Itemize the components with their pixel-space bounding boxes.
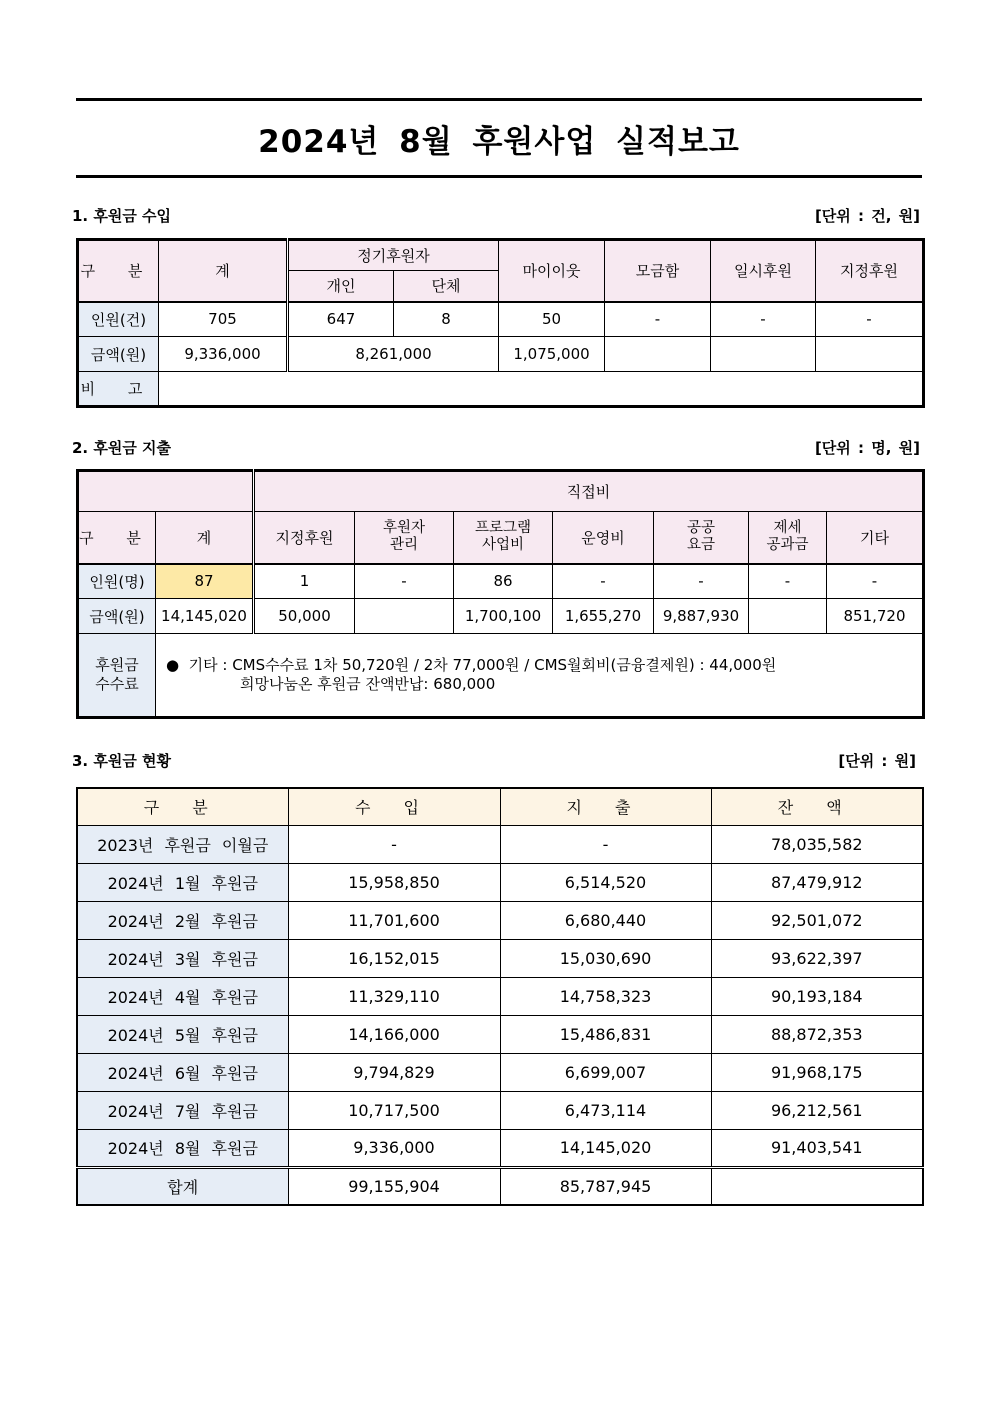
section3-heading: 3. 후원금 현황 — [72, 752, 172, 770]
total-balance — [711, 1167, 923, 1205]
bullet-icon: ● — [166, 656, 180, 674]
table-row — [77, 1129, 923, 1167]
cell: 1 — [254, 564, 355, 599]
balance-cell: 92,501,072 — [711, 901, 923, 939]
cell: 8,261,000 — [288, 337, 499, 372]
income-cell: 11,329,110 — [288, 977, 500, 1015]
row-label: 2024년 5월 후원금 — [77, 1015, 288, 1053]
expense-cell: 6,514,520 — [500, 863, 711, 901]
row-label: 2024년 3월 후원금 — [77, 939, 288, 977]
header-myiut: 마이이웃 — [499, 240, 605, 302]
balance-cell: 91,403,541 — [711, 1129, 923, 1167]
cell: 1,655,270 — [553, 599, 654, 634]
header-designated: 지정후원 — [816, 240, 924, 302]
cell: - — [654, 564, 749, 599]
header-expense: 지 출 — [500, 788, 711, 825]
expense-cell: 14,758,323 — [500, 977, 711, 1015]
section2-header — [72, 437, 920, 458]
table-row — [78, 337, 924, 372]
income-cell: 9,336,000 — [288, 1129, 500, 1167]
row-label: 인원(명) — [78, 564, 156, 599]
cell: - — [827, 564, 924, 599]
header-donation-box: 모금함 — [605, 240, 711, 302]
section1-unit: [단위 : 건, 원] — [814, 207, 920, 225]
total-row — [77, 1167, 923, 1205]
table-row — [77, 977, 923, 1015]
fee-note — [156, 634, 924, 718]
header-blank — [78, 471, 254, 512]
balance-cell: 90,193,184 — [711, 977, 923, 1015]
balance-cell: 96,212,561 — [711, 1091, 923, 1129]
header-donor-mgmt: 후원자 관리 — [355, 512, 454, 564]
row-label: 인원(건) — [78, 302, 159, 337]
income-cell: 10,717,500 — [288, 1091, 500, 1129]
balance-cell: 88,872,353 — [711, 1015, 923, 1053]
header-group: 단체 — [394, 271, 499, 302]
cell: - — [355, 564, 454, 599]
cell: 851,720 — [827, 599, 924, 634]
cell: 9,336,000 — [159, 337, 288, 372]
row-label: 금액(원) — [78, 599, 156, 634]
row-label: 2024년 6월 후원금 — [77, 1053, 288, 1091]
expense-cell: 15,030,690 — [500, 939, 711, 977]
table-row — [77, 939, 923, 977]
table-row — [78, 302, 924, 337]
balance-cell: 78,035,582 — [711, 825, 923, 863]
cell — [711, 337, 816, 372]
cell: 14,145,020 — [156, 599, 254, 634]
cell: - — [816, 302, 924, 337]
cell — [355, 599, 454, 634]
page-title: 2024년 8월 후원사업 실적보고 — [258, 123, 740, 160]
row-label: 2024년 8월 후원금 — [77, 1129, 288, 1167]
header-program: 프로그램 사업비 — [454, 512, 553, 564]
table-row — [77, 1053, 923, 1091]
income-cell: 11,701,600 — [288, 901, 500, 939]
table-row — [78, 634, 924, 718]
section3-header — [72, 750, 916, 771]
cell: - — [711, 302, 816, 337]
header-regular: 정기후원자 — [288, 240, 499, 271]
cell: 9,887,930 — [654, 599, 749, 634]
cell — [816, 337, 924, 372]
balance-cell: 87,479,912 — [711, 863, 923, 901]
table-row — [78, 564, 924, 599]
expense-cell: - — [500, 825, 711, 863]
row-label: 2023년 후원금 이월금 — [77, 825, 288, 863]
total-income: 99,155,904 — [288, 1167, 500, 1205]
header-designated: 지정후원 — [254, 512, 355, 564]
row-label: 금액(원) — [78, 337, 159, 372]
section3-unit: [단위 : 원] — [838, 752, 916, 770]
expense-cell: 15,486,831 — [500, 1015, 711, 1053]
row-label: 2024년 1월 후원금 — [77, 863, 288, 901]
cell: 8 — [394, 302, 499, 337]
cell: 647 — [288, 302, 394, 337]
total-label: 합계 — [77, 1167, 288, 1205]
table-row — [77, 825, 923, 863]
header-category: 구 분 — [78, 240, 159, 302]
expense-cell: 6,680,440 — [500, 901, 711, 939]
header-utility: 공공 요금 — [654, 512, 749, 564]
fee-line-2: 희망나눔온 후원금 잔액반납: 680,000 — [240, 675, 496, 693]
cell: - — [605, 302, 711, 337]
row-label: 2024년 4월 후원금 — [77, 977, 288, 1015]
header-direct: 직접비 — [254, 471, 924, 512]
header-balance: 잔 액 — [711, 788, 923, 825]
table-row — [77, 863, 923, 901]
header-onetime: 일시후원 — [711, 240, 816, 302]
section2-heading: 2. 후원금 지출 — [72, 439, 172, 457]
cell: 1,700,100 — [454, 599, 553, 634]
status-table — [76, 787, 924, 1206]
fee-line-1: 기타 : CMS수수료 1차 50,720원 / 2차 77,000원 / CMS월회비(금융결제원) : 44,000원 — [188, 656, 777, 674]
expense-cell: 6,473,114 — [500, 1091, 711, 1129]
cell: - — [749, 564, 827, 599]
section1-header — [72, 205, 920, 226]
balance-cell: 93,622,397 — [711, 939, 923, 977]
expense-cell: 6,699,007 — [500, 1053, 711, 1091]
balance-cell: 91,968,175 — [711, 1053, 923, 1091]
header-category: 구 분 — [78, 512, 156, 564]
remarks-cell — [159, 372, 924, 407]
section2-unit: [단위 : 명, 원] — [814, 439, 920, 457]
header-individual: 개인 — [288, 271, 394, 302]
header-operation: 운영비 — [553, 512, 654, 564]
table-row — [78, 372, 924, 407]
expense-table — [76, 469, 925, 719]
income-table — [76, 238, 925, 408]
table-row — [77, 1091, 923, 1129]
cell — [605, 337, 711, 372]
cell: 86 — [454, 564, 553, 599]
expense-cell: 14,145,020 — [500, 1129, 711, 1167]
table-row — [78, 599, 924, 634]
income-cell: 15,958,850 — [288, 863, 500, 901]
cell — [749, 599, 827, 634]
fee-label: 후원금 수수료 — [78, 634, 156, 718]
income-cell: 9,794,829 — [288, 1053, 500, 1091]
header-category: 구 분 — [77, 788, 288, 825]
total-count-cell: 87 — [156, 564, 254, 599]
cell: 705 — [159, 302, 288, 337]
table-row — [77, 1015, 923, 1053]
income-cell: 14,166,000 — [288, 1015, 500, 1053]
header-income: 수 입 — [288, 788, 500, 825]
header-other: 기타 — [827, 512, 924, 564]
cell: - — [553, 564, 654, 599]
title-box — [76, 98, 922, 178]
cell: 50 — [499, 302, 605, 337]
income-cell: 16,152,015 — [288, 939, 500, 977]
header-total: 계 — [159, 240, 288, 302]
row-label: 2024년 7월 후원금 — [77, 1091, 288, 1129]
income-cell: - — [288, 825, 500, 863]
header-total: 계 — [156, 512, 254, 564]
remarks-label: 비 고 — [78, 372, 159, 407]
row-label: 2024년 2월 후원금 — [77, 901, 288, 939]
cell: 1,075,000 — [499, 337, 605, 372]
header-tax: 제세 공과금 — [749, 512, 827, 564]
total-expense: 85,787,945 — [500, 1167, 711, 1205]
cell: 50,000 — [254, 599, 355, 634]
section1-heading: 1. 후원금 수입 — [72, 207, 172, 225]
table-row — [77, 901, 923, 939]
